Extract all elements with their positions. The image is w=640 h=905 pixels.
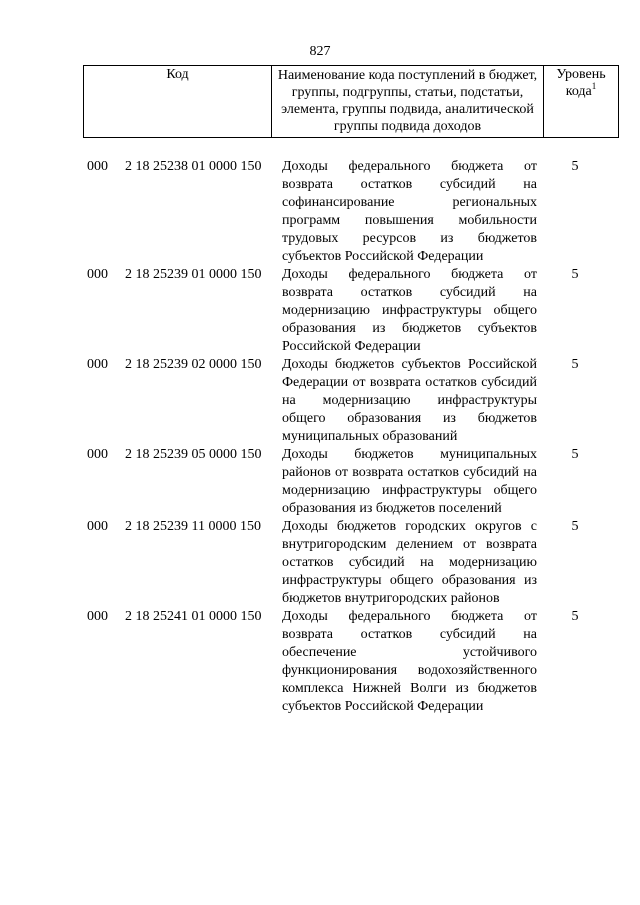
- row-code: 2 18 25239 05 0000 150: [125, 447, 262, 462]
- row-prefix: 000: [87, 447, 108, 462]
- table-row: [0, 608, 640, 716]
- table-body: [0, 158, 640, 716]
- row-prefix: 000: [87, 609, 108, 624]
- row-name: Доходы бюджетов городских округов с внутригородским делением от возврата остатков субсидий на модернизацию инфраструктуры общего образования из бюджетов внутригородских районов: [282, 519, 537, 606]
- row-prefix: 000: [87, 519, 108, 534]
- table-header: [83, 65, 619, 138]
- row-name: Доходы федерального бюджета от возврата остатков субсидий на обеспечение устойчивого функционирования водохозяйственного комплекса Нижней Волги из бюджетов субъектов Российской Федерации: [282, 609, 537, 714]
- row-name: Доходы бюджетов субъектов Российской Федерации от возврата остатков субсидий на модернизацию инфраструктуры общего образования из бюджетов муниципальных образований: [282, 357, 537, 444]
- row-prefix: 000: [87, 267, 108, 282]
- row-code: 2 18 25239 01 0000 150: [125, 267, 262, 282]
- row-code: 2 18 25239 02 0000 150: [125, 357, 262, 372]
- row-code: 2 18 25238 01 0000 150: [125, 159, 262, 174]
- row-level: 5: [571, 447, 579, 462]
- table-row: [0, 518, 640, 608]
- row-name: Доходы бюджетов муниципальных районов от возврата остатков субсидий на модернизацию инфраструктуры общего образования из бюджетов поселений: [282, 447, 537, 516]
- row-level: 5: [571, 357, 579, 372]
- row-prefix: 000: [87, 357, 108, 372]
- table-row: [0, 446, 640, 518]
- row-level: 5: [571, 519, 579, 534]
- row-level: 5: [571, 609, 579, 624]
- table-row: [0, 356, 640, 446]
- page-number: 827: [309, 44, 331, 59]
- row-level: 5: [571, 159, 579, 174]
- table-row: [0, 266, 640, 356]
- header-level-label: Уровень кода: [556, 67, 606, 99]
- row-code: 2 18 25241 01 0000 150: [125, 609, 262, 624]
- row-name: Доходы федерального бюджета от возврата остатков субсидий на софинансирование региональных программ повышения мобильности трудовых ресурсов из бюджетов субъектов Российской Федерации: [282, 159, 537, 264]
- header-level-footnote: 1: [591, 81, 597, 91]
- header-name: Наименование кода поступлений в бюджет, группы, подгруппы, статьи, подстатьи, элемента, группы подвида, аналитической группы подвида доходов: [272, 66, 544, 138]
- row-level: 5: [571, 267, 579, 282]
- table-row: [0, 158, 640, 266]
- header-code: Код: [84, 66, 272, 138]
- row-code: 2 18 25239 11 0000 150: [125, 519, 261, 534]
- row-name: Доходы федерального бюджета от возврата остатков субсидий на модернизацию инфраструктуры общего образования из бюджетов субъектов Российской Федерации: [282, 267, 537, 354]
- row-prefix: 000: [87, 159, 108, 174]
- header-level: [544, 66, 619, 138]
